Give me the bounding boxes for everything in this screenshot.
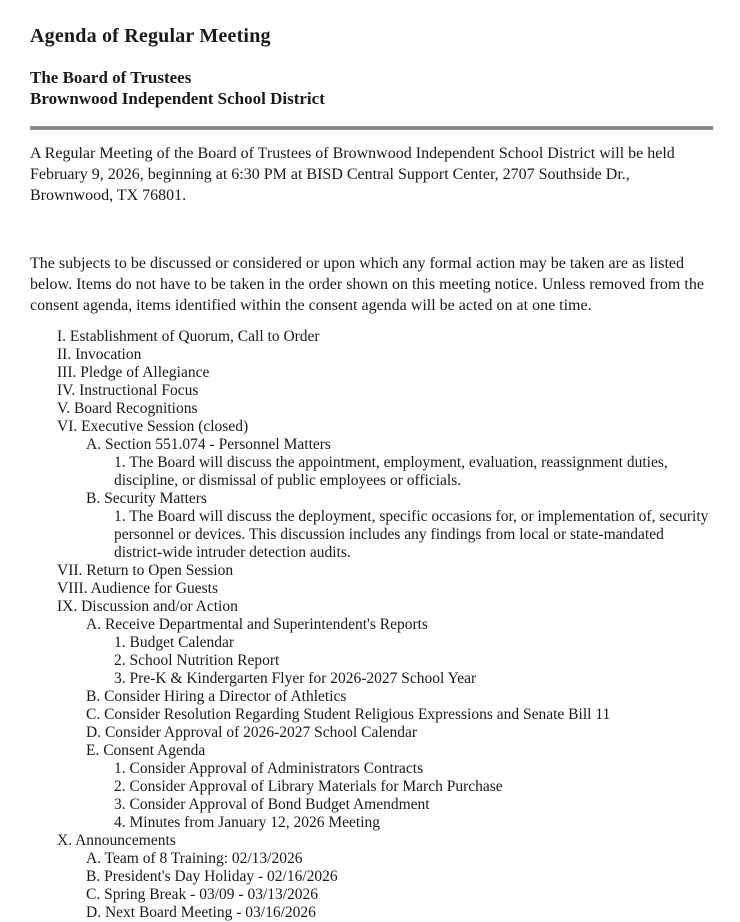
agenda-list	[30, 328, 713, 922]
agenda-item: C. Spring Break - 03/09 - 03/13/2026	[86, 886, 319, 903]
agenda-item: 3. Pre-K & Kindergarten Flyer for 2026-2027 School Year	[114, 670, 477, 687]
agenda-item: 4. Minutes from January 12, 2026 Meeting	[114, 814, 381, 831]
agenda-item: 1. The Board will discuss the deployment, specific occasions for, or implementation of, security personnel or devices. This discussion includes any findings from local or state-mandated district-wide intruder detection audits.	[114, 508, 709, 561]
agenda-item: 2. School Nutrition Report	[114, 652, 280, 669]
agenda-item: B. Security Matters	[86, 490, 207, 507]
agenda-item: IV. Instructional Focus	[57, 382, 199, 399]
agenda-item: A. Team of 8 Training: 02/13/2026	[86, 850, 303, 867]
org-name-line1: The Board of Trustees	[30, 68, 192, 87]
agenda-item: IX. Discussion and/or Action	[57, 598, 238, 615]
agenda-item: D. Next Board Meeting - 03/16/2026	[86, 904, 316, 921]
agenda-item: X. Announcements	[57, 832, 176, 849]
page-title: Agenda of Regular Meeting	[30, 25, 271, 47]
agenda-item: III. Pledge of Allegiance	[57, 364, 210, 381]
intro-paragraph: A Regular Meeting of the Board of Trustees of Brownwood Independent School District will be held February 9, 2026, beginning at 6:30 PM at BISD Central Support Center, 2707 Southside Dr., Brownwood, TX 76801.	[30, 145, 675, 204]
agenda-item: B. President's Day Holiday - 02/16/2026	[86, 868, 338, 885]
agenda-item: 2. Consider Approval of Library Materials for March Purchase	[114, 778, 503, 795]
agenda-item: A. Receive Departmental and Superintendent's Reports	[86, 616, 428, 633]
agenda-item: VIII. Audience for Guests	[57, 580, 218, 597]
org-name-line2: Brownwood Independent School District	[30, 89, 325, 108]
agenda-item: D. Consider Approval of 2026-2027 School Calendar	[86, 724, 418, 741]
agenda-item: V. Board Recognitions	[57, 400, 198, 417]
agenda-item: VII. Return to Open Session	[57, 562, 234, 579]
org-block	[30, 67, 713, 109]
agenda-item: I. Establishment of Quorum, Call to Order	[57, 328, 320, 345]
horizontal-rule	[30, 126, 713, 130]
agenda-item: 1. The Board will discuss the appointment, employment, evaluation, reassignment duties, discipline, or dismissal of public employees or officials.	[114, 454, 668, 489]
agenda-item: C. Consider Resolution Regarding Student Religious Expressions and Senate Bill 11	[86, 706, 611, 723]
agenda-item: II. Invocation	[57, 346, 142, 363]
agenda-item: 1. Consider Approval of Administrators Contracts	[114, 760, 424, 777]
agenda-item: 1. Budget Calendar	[114, 634, 235, 651]
notice-paragraph: The subjects to be discussed or considered or upon which any formal action may be taken are as listed below. Items do not have to be taken in the order shown on this meeting notice. Unless removed from the consent agenda, items identified within the consent agenda will be acted on at one time.	[30, 255, 704, 314]
agenda-item: A. Section 551.074 - Personnel Matters	[86, 436, 331, 453]
agenda-item: 3. Consider Approval of Bond Budget Amendment	[114, 796, 430, 813]
agenda-item: VI. Executive Session (closed)	[57, 418, 249, 435]
agenda-item: B. Consider Hiring a Director of Athletics	[86, 688, 347, 705]
agenda-item: E. Consent Agenda	[86, 742, 206, 759]
